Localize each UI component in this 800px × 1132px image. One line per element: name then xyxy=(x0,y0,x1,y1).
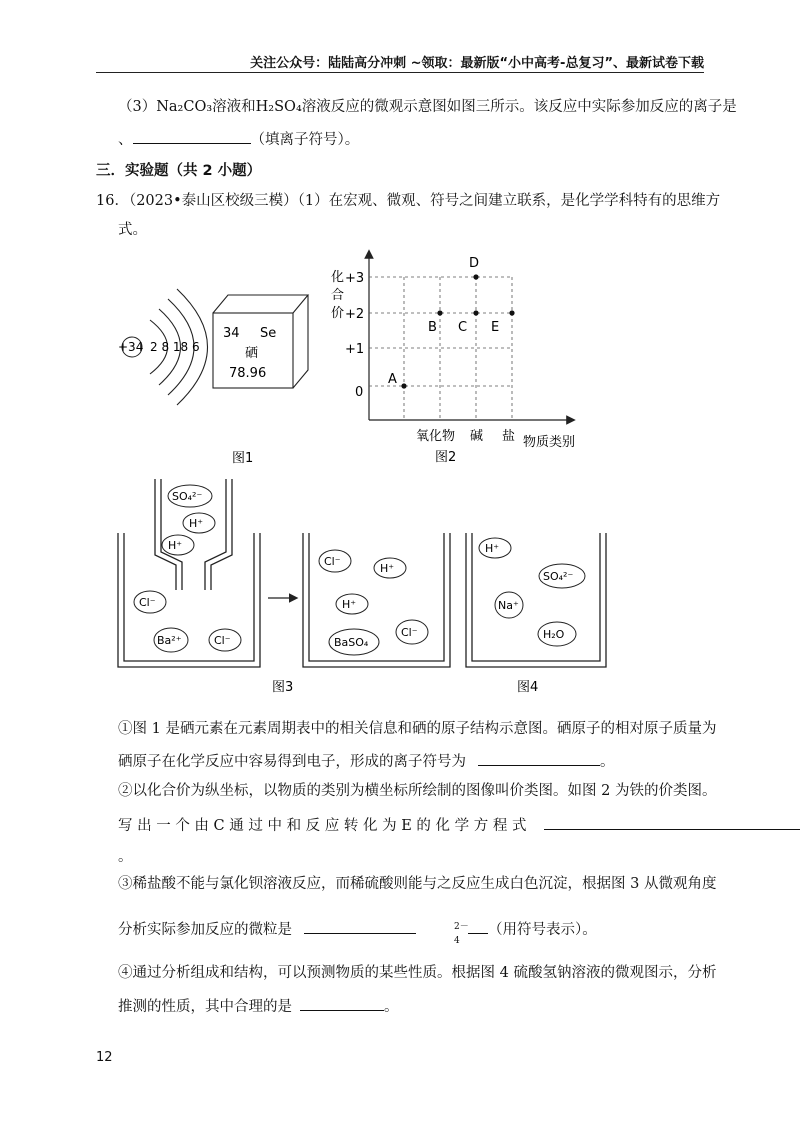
item3-line2 xyxy=(118,918,597,946)
dropper-ion-h1: H⁺ xyxy=(189,517,204,530)
point-e-label: E xyxy=(491,320,500,335)
item2-line3: 。 xyxy=(118,849,133,865)
fig4-ion-so4: SO₄²⁻ xyxy=(543,570,574,583)
q15-3-prefix: 、 xyxy=(118,132,133,148)
q16-line1: 16．（2023•泰山区校级三模）（1）在宏观、微观、符号之间建立联系，是化学学科特有的思维方 xyxy=(96,193,721,209)
element-name: 硒 xyxy=(245,346,259,361)
q15-3-line2 xyxy=(118,128,359,151)
item1-line2 xyxy=(118,750,615,773)
item3-line1: ③稀盐酸不能与氯化钡溶液反应，而稀硫酸则能与之反应生成白色沉淀，根据图 3 从微观角度 xyxy=(118,876,717,892)
item2-line2-text: 写 出 一 个 由 C 通 过 中 和 反 应 转 化 为 E 的 化 学 方 程 式 xyxy=(118,818,527,834)
q16-line2: 式。 xyxy=(118,222,147,238)
nucleus-charge: +34 xyxy=(118,340,144,354)
x-axis-title: 物质类别 xyxy=(523,435,576,450)
before-ion-ba: Ba²⁺ xyxy=(157,634,182,647)
element-symbol: Se xyxy=(260,326,277,341)
answer-blank[interactable] xyxy=(544,814,738,830)
dropper-ion-h2: H⁺ xyxy=(168,539,183,552)
after-ion-cl1: Cl⁻ xyxy=(324,555,341,568)
answer-blank[interactable] xyxy=(468,918,488,934)
y-tick-zero: 0 xyxy=(355,385,364,400)
answer-blank[interactable] xyxy=(133,128,251,144)
before-ion-cl1: Cl⁻ xyxy=(139,596,156,609)
answer-blank[interactable] xyxy=(738,814,800,830)
atomic-number: 34 xyxy=(223,326,240,341)
y-title-2: 合 xyxy=(331,288,345,303)
y-tick-plus3: +3 xyxy=(345,271,365,286)
after-ion-h1: H⁺ xyxy=(380,562,395,575)
item1-line1: ①图 1 是硒元素在元素周期表中的相关信息和硒的原子结构示意图。硒原子的相对原子质量为 xyxy=(118,721,717,737)
page-header: 关注公众号：陆陆高分冲刺 ~领取：最新版“小中高考-总复习”、最新试卷下载 xyxy=(250,56,704,71)
beaker-2 xyxy=(303,533,450,667)
item3-line2-text: 分析实际参加反应的微粒是 xyxy=(118,922,292,938)
sulfate-charge-fragment xyxy=(454,922,469,946)
after-ion-h2: H⁺ xyxy=(342,598,357,611)
page-number: 12 xyxy=(96,1050,113,1065)
y-title-3: 价 xyxy=(331,306,345,321)
figure-1 xyxy=(110,275,325,470)
item1-line2-text: 硒原子在化学反应中容易得到电子，形成的离子符号为 xyxy=(118,754,466,770)
figure-3-caption: 图3 xyxy=(272,680,294,695)
grid-lines xyxy=(369,277,512,420)
item2-line1: ②以化合价为纵坐标，以物质的类别为横坐标所绘制的图像叫价类图。如图 2 为铁的价类图。 xyxy=(118,783,717,799)
section-title: 三．实验题（共 2 小题） xyxy=(96,163,262,179)
dropper-ion-so4: SO₄²⁻ xyxy=(172,490,203,503)
item4-line2-end: 。 xyxy=(384,999,399,1015)
figure-2-caption: 图2 xyxy=(435,450,457,465)
item2-line2 xyxy=(118,814,800,837)
x-label-base: 碱 xyxy=(470,429,484,444)
point-b-label: B xyxy=(428,320,437,335)
item3-line2-end: （用符号表示）。 xyxy=(488,922,597,938)
x-label-salt: 盐 xyxy=(502,429,516,444)
point-d-label: D xyxy=(469,256,480,271)
answer-blank[interactable] xyxy=(304,918,416,934)
after-ion-cl2: Cl⁻ xyxy=(401,626,418,639)
after-precipitate-baso4: BaSO₄ xyxy=(334,636,369,649)
sulfate-charge-sub: 4 xyxy=(454,936,460,946)
item4-line2 xyxy=(118,995,399,1018)
q15-3-line1: （3）Na₂CO₃溶液和H₂SO₄溶液反应的微观示意图如图三所示。该反应中实际参加反应的离子是 xyxy=(118,99,737,115)
electron-shells: 2 8 18 6 xyxy=(150,340,200,354)
answer-blank[interactable] xyxy=(300,995,384,1011)
y-tick-plus2: +2 xyxy=(345,307,365,322)
point-a-label: A xyxy=(388,372,397,387)
q15-3-suffix: （填离子符号）。 xyxy=(250,132,360,148)
x-label-oxide: 氧化物 xyxy=(416,429,456,444)
y-tick-plus1: +1 xyxy=(345,342,365,357)
answer-blank[interactable] xyxy=(478,750,600,766)
sulfate-charge-sup: 2－ xyxy=(454,922,469,932)
item1-line2-end: 。 xyxy=(600,754,615,770)
figure-4-caption: 图4 xyxy=(517,680,539,695)
header-rule xyxy=(96,72,704,73)
point-c-label: C xyxy=(458,320,468,335)
figures-3-4 xyxy=(110,475,620,700)
y-title-1: 化 xyxy=(331,270,345,285)
fig4-molecule-h2o: H₂O xyxy=(543,628,565,641)
atomic-mass: 78.96 xyxy=(229,366,267,381)
fig4-ion-na: Na⁺ xyxy=(498,599,519,612)
fig4-ion-h: H⁺ xyxy=(485,542,500,555)
before-ion-cl2: Cl⁻ xyxy=(214,634,231,647)
figure-2 xyxy=(325,248,595,470)
item4-line1: ④通过分析组成和结构，可以预测物质的某些性质。根据图 4 硫酸氢钠溶液的微观图示，分析 xyxy=(118,965,717,981)
item4-line2-text: 推测的性质，其中合理的是 xyxy=(118,999,292,1015)
figure-1-caption: 图1 xyxy=(232,451,254,466)
